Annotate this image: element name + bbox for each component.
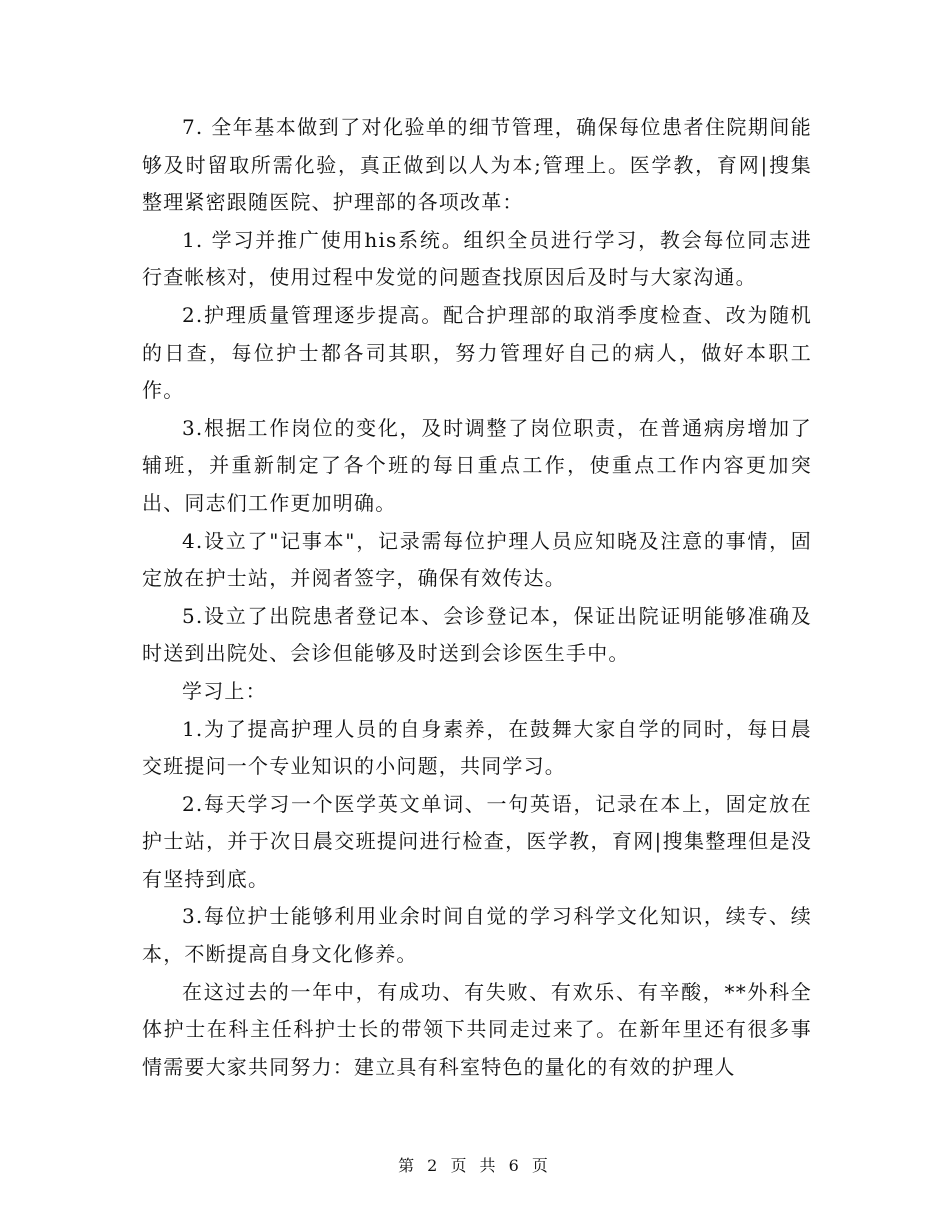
- paragraph-lab-management: 7. 全年基本做到了对化验单的细节管理，确保每位患者住院期间能够及时留取所需化验，真正做到以人为本;管理上。医学教，育网|搜集整理紧密跟随医院、护理部的各项改革：: [142, 115, 812, 215]
- paragraph-notebook: 4.设立了"记事本"，记录需每位护理人员应知晓及注意的事情，固定放在护士站，并阅者签字，确保有效传达。: [142, 528, 812, 591]
- paragraph-english-words: 2.每天学习一个医学英文单词、一句英语，记录在本上，固定放在护士站，并于次日晨交班提问进行检查，医学教，育网|搜集整理但是没有坚持到底。: [142, 791, 812, 891]
- paragraph-his-system: 1. 学习并推广使用his系统。组织全员进行学习，教会每位同志进行查帐核对，使用过程中发觉的问题查找原因后及时与大家沟通。: [142, 227, 812, 290]
- page-number-footer: 第 2 页 共 6 页: [398, 1156, 552, 1175]
- paragraph-daily-questions: 1.为了提高护理人员的自身素养，在鼓舞大家自学的同时，每日晨交班提问一个专业知识的小问题，共同学习。: [142, 716, 812, 779]
- paragraph-registers: 5.设立了出院患者登记本、会诊登记本，保证出院证明能够准确及时送到出院处、会诊但能够及时送到会诊医生手中。: [142, 603, 812, 666]
- paragraph-self-study: 3.每位护士能够利用业余时间自觉的学习科学文化知识，续专、续本，不断提高自身文化修养。: [142, 904, 812, 967]
- document-body: [142, 109, 812, 1086]
- paragraph-post-duties: 3.根据工作岗位的变化，及时调整了岗位职责，在普通病房增加了辅班，并重新制定了各个班的每日重点工作，使重点工作内容更加突出、同志们工作更加明确。: [142, 415, 812, 515]
- paragraph-year-summary: 在这过去的一年中，有成功、有失败、有欢乐、有辛酸，**外科全体护士在科主任科护士长的带领下共同走过来了。在新年里还有很多事情需要大家共同努力：建立具有科室特色的量化的有效的护理人: [142, 979, 812, 1079]
- section-heading-learning: 学习上：: [182, 678, 267, 703]
- paragraph-quality-management: 2.护理质量管理逐步提高。配合护理部的取消季度检查、改为随机的日查，每位护士都各司其职，努力管理好自己的病人，做好本职工作。: [142, 302, 812, 403]
